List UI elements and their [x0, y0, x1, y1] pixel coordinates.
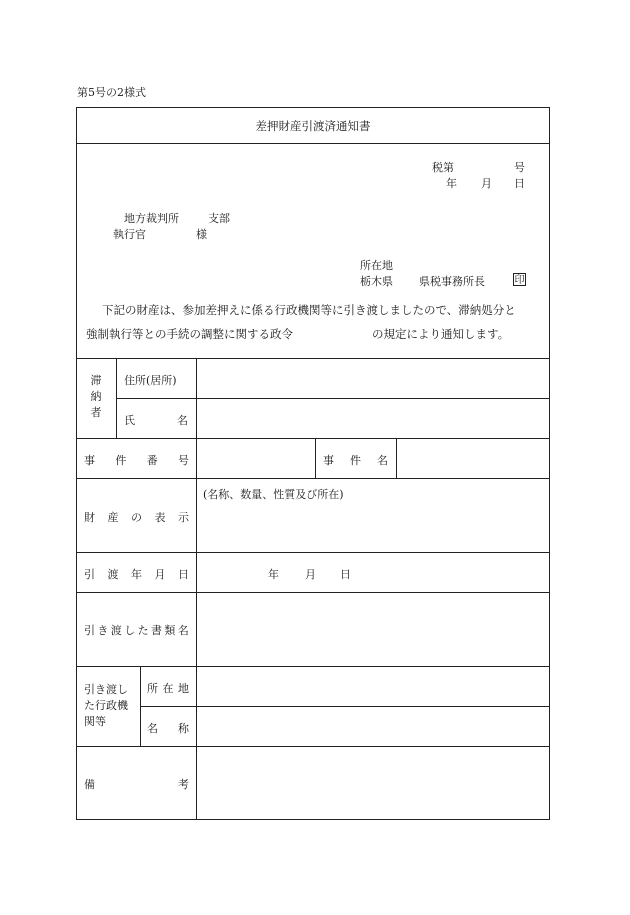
property-label-char: 表	[154, 511, 166, 524]
rule-case	[76, 478, 550, 479]
agency-location-label	[147, 680, 189, 696]
body-line-2-start: 強制執行等との手続の調整に関する政令	[86, 327, 293, 341]
tax-number-suffix: 号	[514, 161, 525, 174]
form-id: 第5号の2様式	[77, 86, 146, 99]
address-label: 住所(居所)	[124, 374, 177, 387]
remarks-label-char: 備	[84, 778, 95, 791]
documents-label: 引き渡した書類名	[84, 624, 192, 637]
date-year: 年	[446, 177, 457, 190]
property-label-char: 財	[84, 511, 95, 524]
sender-address-label: 所在地	[360, 259, 393, 272]
sender-prefecture: 栃木県	[360, 275, 393, 288]
delinquent-label-char: 納	[90, 390, 102, 403]
case-name-label	[323, 452, 388, 468]
agency-name-field[interactable]	[197, 707, 549, 746]
handover-year-unit: 年	[268, 568, 279, 581]
date-month: 月	[481, 177, 492, 190]
case-number-label-char: 番	[146, 454, 158, 467]
agency-location-field[interactable]	[197, 667, 549, 706]
name-label-char: 名	[177, 414, 188, 427]
case-name-label-char: 件	[350, 454, 361, 467]
agency-label-line: 関等	[84, 715, 106, 728]
case-name-label-char: 名	[377, 454, 388, 467]
name-field[interactable]	[197, 399, 549, 438]
property-field[interactable]	[197, 504, 549, 552]
case-number-field[interactable]	[197, 439, 315, 478]
property-label	[84, 509, 189, 525]
rule-case-split	[315, 438, 316, 478]
agency-label-line: 引き渡し	[84, 683, 128, 696]
body-line-2-end: の規定により通知します。	[372, 327, 510, 341]
body-line-1: 下記の財産は、参加差押えに係る行政機関等に引き渡しましたので、滞納処分と	[102, 303, 516, 317]
property-label-char: 産	[107, 511, 119, 524]
case-number-label-char: 件	[115, 454, 127, 467]
address-field[interactable]	[197, 359, 549, 398]
rule-property	[76, 552, 550, 553]
property-hint: (名称、数量、性質及び所在)	[203, 488, 344, 501]
handover-date-label-char: 引	[84, 568, 95, 581]
remarks-label	[84, 776, 189, 792]
agency-location-label-char: 在	[162, 682, 174, 695]
date-day: 日	[514, 177, 525, 190]
agency-label-line: た行政機	[84, 699, 128, 712]
rule-agency-column	[140, 666, 141, 746]
agency-location-label-char: 地	[178, 682, 189, 695]
agency-name-label-char: 称	[178, 722, 189, 735]
rule-delinquent-column	[116, 358, 117, 438]
agency-name-label-char: 名	[147, 722, 158, 735]
name-label-char: 氏	[124, 414, 135, 427]
agency-name-label	[147, 720, 189, 736]
property-label-char: の	[131, 511, 142, 524]
name-label	[124, 412, 188, 428]
document-title: 差押財産引渡済通知書	[255, 119, 371, 133]
handover-date-label-char: 年	[131, 568, 142, 581]
addressee-branch: 支部	[208, 212, 230, 225]
case-name-label-char: 事	[323, 454, 334, 467]
case-number-label-char: 事	[84, 454, 95, 467]
handover-date-label-char: 日	[178, 568, 189, 581]
sender-office-head: 県税事務所長	[419, 275, 485, 288]
documents-field[interactable]	[197, 593, 549, 666]
case-name-field[interactable]	[397, 439, 549, 478]
remarks-label-char: 考	[178, 778, 189, 791]
handover-day-unit: 日	[340, 568, 351, 581]
case-number-label-char: 号	[177, 454, 189, 467]
agency-location-label-char: 所	[147, 682, 158, 695]
handover-date-label	[84, 566, 189, 582]
seal-mark: 印	[514, 275, 525, 286]
handover-date-label-char: 渡	[107, 568, 119, 581]
delinquent-label	[86, 373, 106, 421]
agency-label	[84, 682, 128, 730]
handover-month-unit: 月	[305, 568, 316, 581]
addressee-court: 地方裁判所	[124, 212, 179, 225]
remarks-field[interactable]	[197, 747, 549, 819]
addressee-officer: 執行官	[113, 228, 146, 241]
tax-number-prefix: 税第	[432, 161, 454, 174]
delinquent-label-char: 者	[90, 406, 102, 419]
delinquent-label-char: 滞	[90, 374, 102, 387]
case-number-label	[84, 452, 189, 468]
rule-title	[76, 143, 550, 144]
addressee-honorific: 様	[196, 228, 207, 241]
property-label-char: 示	[178, 511, 189, 524]
handover-date-label-char: 月	[154, 568, 166, 581]
